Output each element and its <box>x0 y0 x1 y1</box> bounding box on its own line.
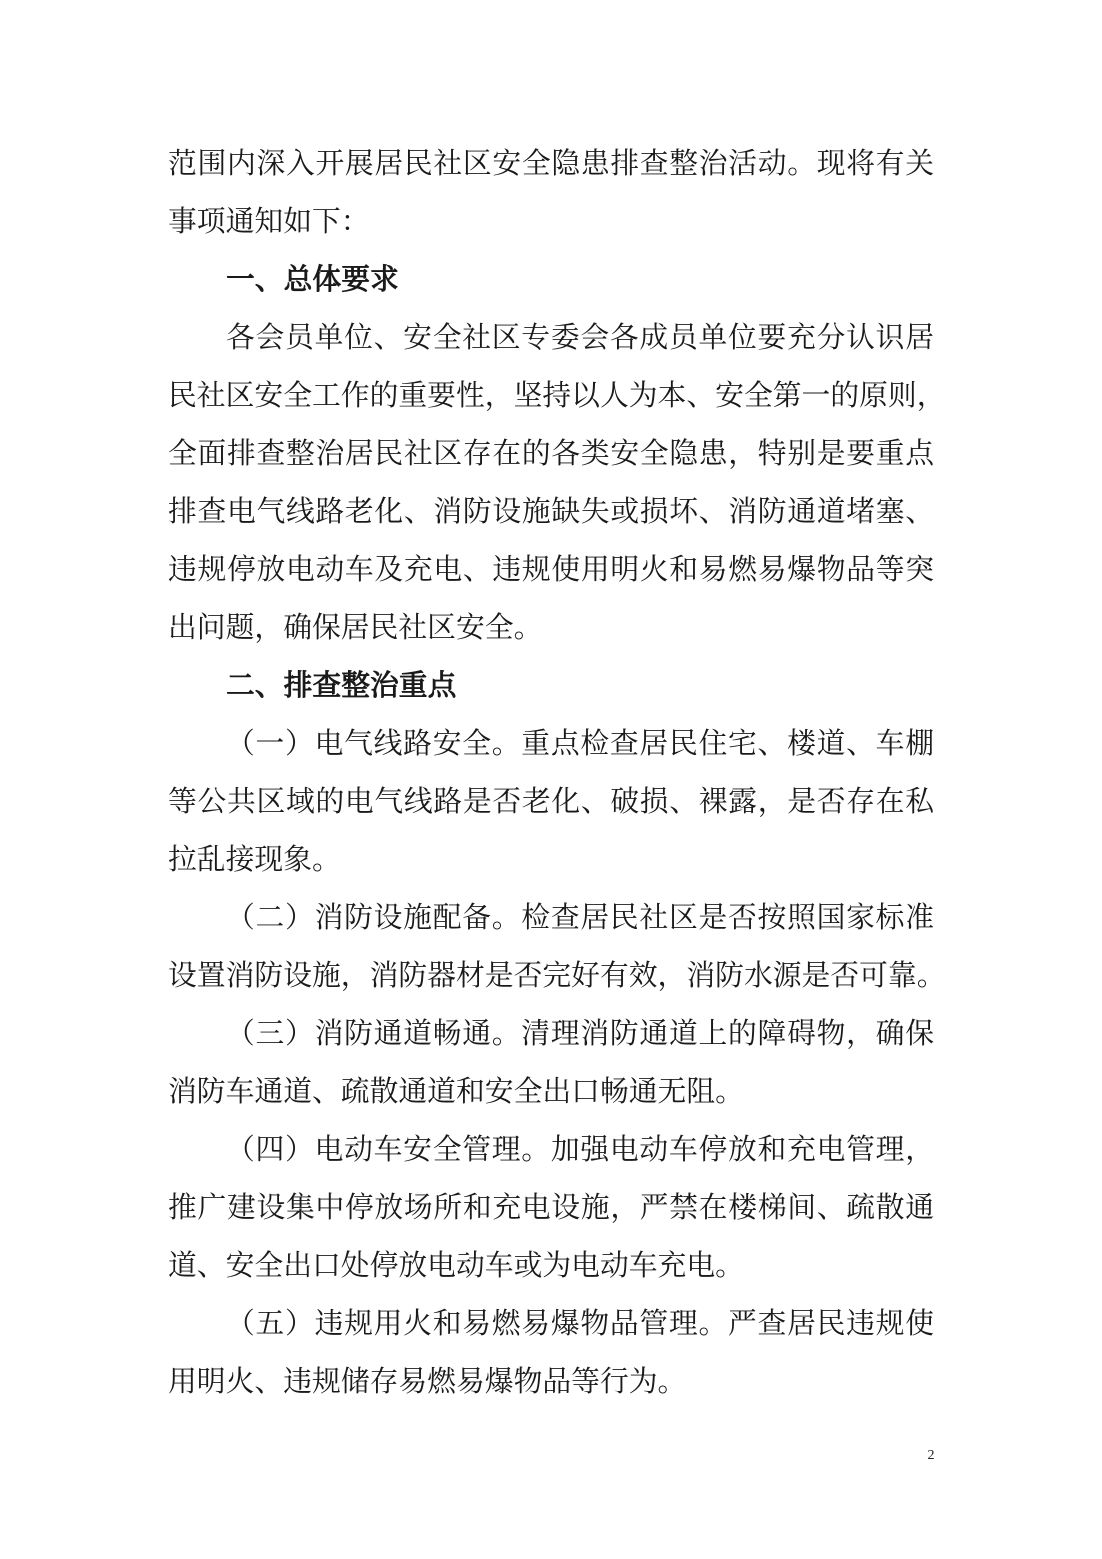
body-line: 范围内深入开展居民社区安全隐患排查整治活动。现将有关 <box>168 146 934 180</box>
item-first-line: （三）消防通道畅通。清理消防通道上的障碍物，确保 <box>226 1016 934 1050</box>
body-line: 设置消防设施，消防器材是否完好有效，消防水源是否可靠。 <box>168 958 946 992</box>
body-line: 消防车通道、疏散通道和安全出口畅通无阻。 <box>168 1074 744 1108</box>
body-line: 拉乱接现象。 <box>168 842 341 876</box>
body-line: 道、安全出口处停放电动车或为电动车充电。 <box>168 1248 744 1282</box>
body-line: 推广建设集中停放场所和充电设施，严禁在楼梯间、疏散通 <box>168 1190 934 1224</box>
body-line: 用明火、违规储存易燃易爆物品等行为。 <box>168 1364 687 1398</box>
body-line: 出问题，确保居民社区安全。 <box>168 610 543 644</box>
item-first-line: （四）电动车安全管理。加强电动车停放和充电管理， <box>226 1132 934 1166</box>
page-number: 2 <box>927 1448 935 1463</box>
paragraph-first-line: 各会员单位、安全社区专委会各成员单位要充分认识居 <box>226 320 934 354</box>
item-first-line: （二）消防设施配备。检查居民社区是否按照国家标准 <box>226 900 934 934</box>
section-heading: 二、排查整治重点 <box>226 668 457 702</box>
body-line: 等公共区域的电气线路是否老化、破损、裸露，是否存在私 <box>168 784 934 818</box>
body-line: 事项通知如下： <box>168 204 370 238</box>
item-first-line: （一）电气线路安全。重点检查居民住宅、楼道、车棚 <box>226 726 934 760</box>
body-line: 违规停放电动车及充电、违规使用明火和易燃易爆物品等突 <box>168 552 934 586</box>
body-line: 全面排查整治居民社区存在的各类安全隐患，特别是要重点 <box>168 436 934 470</box>
body-line: 民社区安全工作的重要性，坚持以人为本、安全第一的原则， <box>168 378 946 412</box>
section-heading: 一、总体要求 <box>226 262 399 296</box>
body-line: 排查电气线路老化、消防设施缺失或损坏、消防通道堵塞、 <box>168 494 934 528</box>
item-first-line: （五）违规用火和易燃易爆物品管理。严查居民违规使 <box>226 1306 934 1340</box>
